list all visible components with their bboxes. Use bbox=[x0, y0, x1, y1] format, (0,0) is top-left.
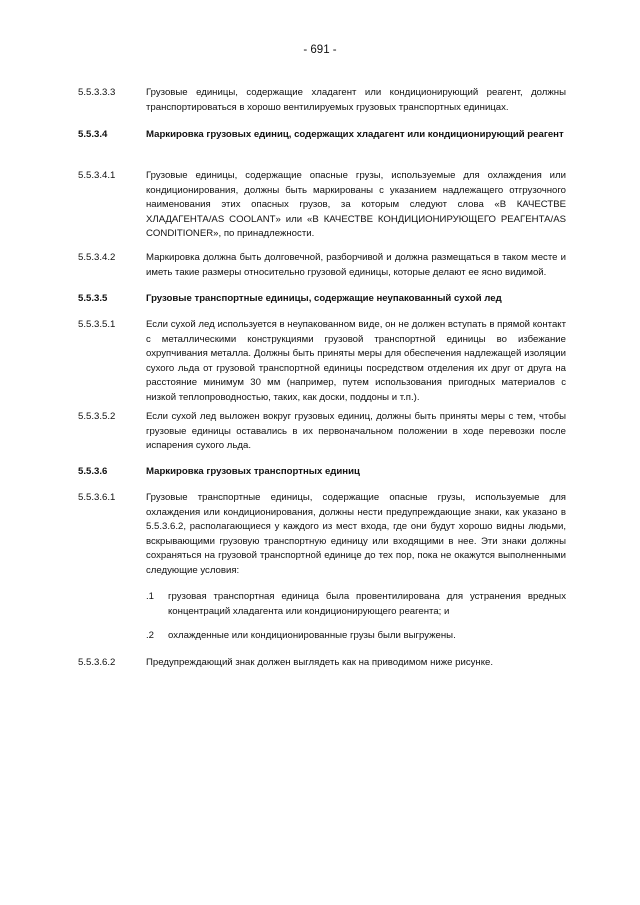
section-text: Предупреждающий знак должен выглядеть как на приводимом ниже рисунке. bbox=[146, 657, 494, 668]
section-number: 5.5.3.3.3 bbox=[78, 87, 116, 98]
section-number: 5.5.3.4.2 bbox=[78, 252, 116, 263]
section-text: Маркировка должна быть долговечной, разборчивой и должна размещаться в таком месте и иметь такие размеры относительно грузовой единицы, которые делают ее ясно видимой. bbox=[146, 252, 566, 278]
section-number: 5.5.3.6.1 bbox=[78, 492, 116, 503]
section-text: Если сухой лед выложен вокруг грузовых единиц, должны быть приняты меры с тем, чтобы грузовые единицы оставались в их первоначальном положении в ходе перевозки после испарения сухого льда. bbox=[146, 411, 566, 452]
list-item bbox=[146, 590, 566, 619]
section-5-5-3-5-2 bbox=[78, 410, 566, 454]
section-5-5-3-5-1 bbox=[78, 318, 566, 406]
section-5-5-3-4-2 bbox=[78, 251, 566, 280]
section-number: 5.5.3.6 bbox=[78, 466, 108, 477]
section-5-5-3-3-3 bbox=[78, 86, 566, 115]
section-5-5-3-6-2 bbox=[78, 656, 566, 671]
section-heading: Маркировка грузовых транспортных единиц bbox=[146, 466, 360, 477]
section-number: 5.5.3.4.1 bbox=[78, 170, 116, 181]
section-number: 5.5.3.6.2 bbox=[78, 657, 116, 668]
heading-5-5-3-4 bbox=[78, 128, 566, 143]
page-number: - 691 - bbox=[303, 44, 337, 56]
section-text: Грузовые единицы, содержащие хладагент или кондиционирующий реагент, должны транспортироваться в хорошо вентилируемых грузовых транспортных единицах. bbox=[146, 87, 566, 113]
heading-5-5-3-5 bbox=[78, 292, 566, 307]
section-number: 5.5.3.5 bbox=[78, 293, 108, 304]
section-number: 5.5.3.5.2 bbox=[78, 411, 116, 422]
section-heading: Грузовые транспортные единицы, содержащие неупакованный сухой лед bbox=[146, 293, 502, 304]
section-number: 5.5.3.5.1 bbox=[78, 319, 116, 330]
section-number: 5.5.3.4 bbox=[78, 129, 108, 140]
section-5-5-3-6-1 bbox=[78, 491, 566, 579]
section-text: Грузовые единицы, содержащие опасные грузы, используемые для охлаждения или кондиционирования, должны быть маркированы с указанием надлежащего отгрузочного наименования этих опасных грузов, за которым следуют слова «В КАЧЕСТВЕ ХЛАДАГЕНТА/AS COOLANT» или «В КАЧЕСТВЕ КОНДИЦИОНИРУЮЩЕГО РЕАГЕНТА/AS CONDITIONER», по принадлежности. bbox=[146, 170, 566, 240]
heading-5-5-3-6 bbox=[78, 465, 566, 480]
section-heading: Маркировка грузовых единиц, содержащих хладагент или кондиционирующий реагент bbox=[146, 129, 564, 140]
section-5-5-3-4-1 bbox=[78, 169, 566, 242]
list-item-number: .2 bbox=[146, 630, 155, 641]
list-item-number: .1 bbox=[146, 591, 155, 602]
list-item-text: грузовая транспортная единица была провентилирована для устранения вредных концентраций хладагента или кондиционирующего реагента; и bbox=[168, 591, 566, 617]
list-item bbox=[146, 629, 566, 644]
section-text: Если сухой лед используется в неупакованном виде, он не должен вступать в прямой контакт с металлическими конструкциями грузовой транспортной единицы во избежание охрупчивания металла. Должны быть приняты меры для обеспечения надлежащей изоляции сухого льда от грузовой транспортной единицы посредством отделения их друг от друга на расстояние минимум 30 мм (например, путем использования пригодных материалов с низкой теплопроводностью, таких, как доски, поддоны и т.п.). bbox=[146, 319, 566, 403]
section-text: Грузовые транспортные единицы, содержащие опасные грузы, используемые для охлаждения или кондиционирования, должны нести предупреждающие знаки, как указано в 5.5.3.6.2, располагающиеся у каждого из мест входа, где они будут хорошо видны людьми, вскрывающими грузовую транспортную единицу или входящими в нее. Эти знаки должны сохраняться на грузовой транспортной единице до тех пор, пока не окажутся выполненными следующие условия: bbox=[146, 492, 566, 576]
list-item-text: охлажденные или кондиционированные грузы были выгружены. bbox=[168, 630, 456, 641]
